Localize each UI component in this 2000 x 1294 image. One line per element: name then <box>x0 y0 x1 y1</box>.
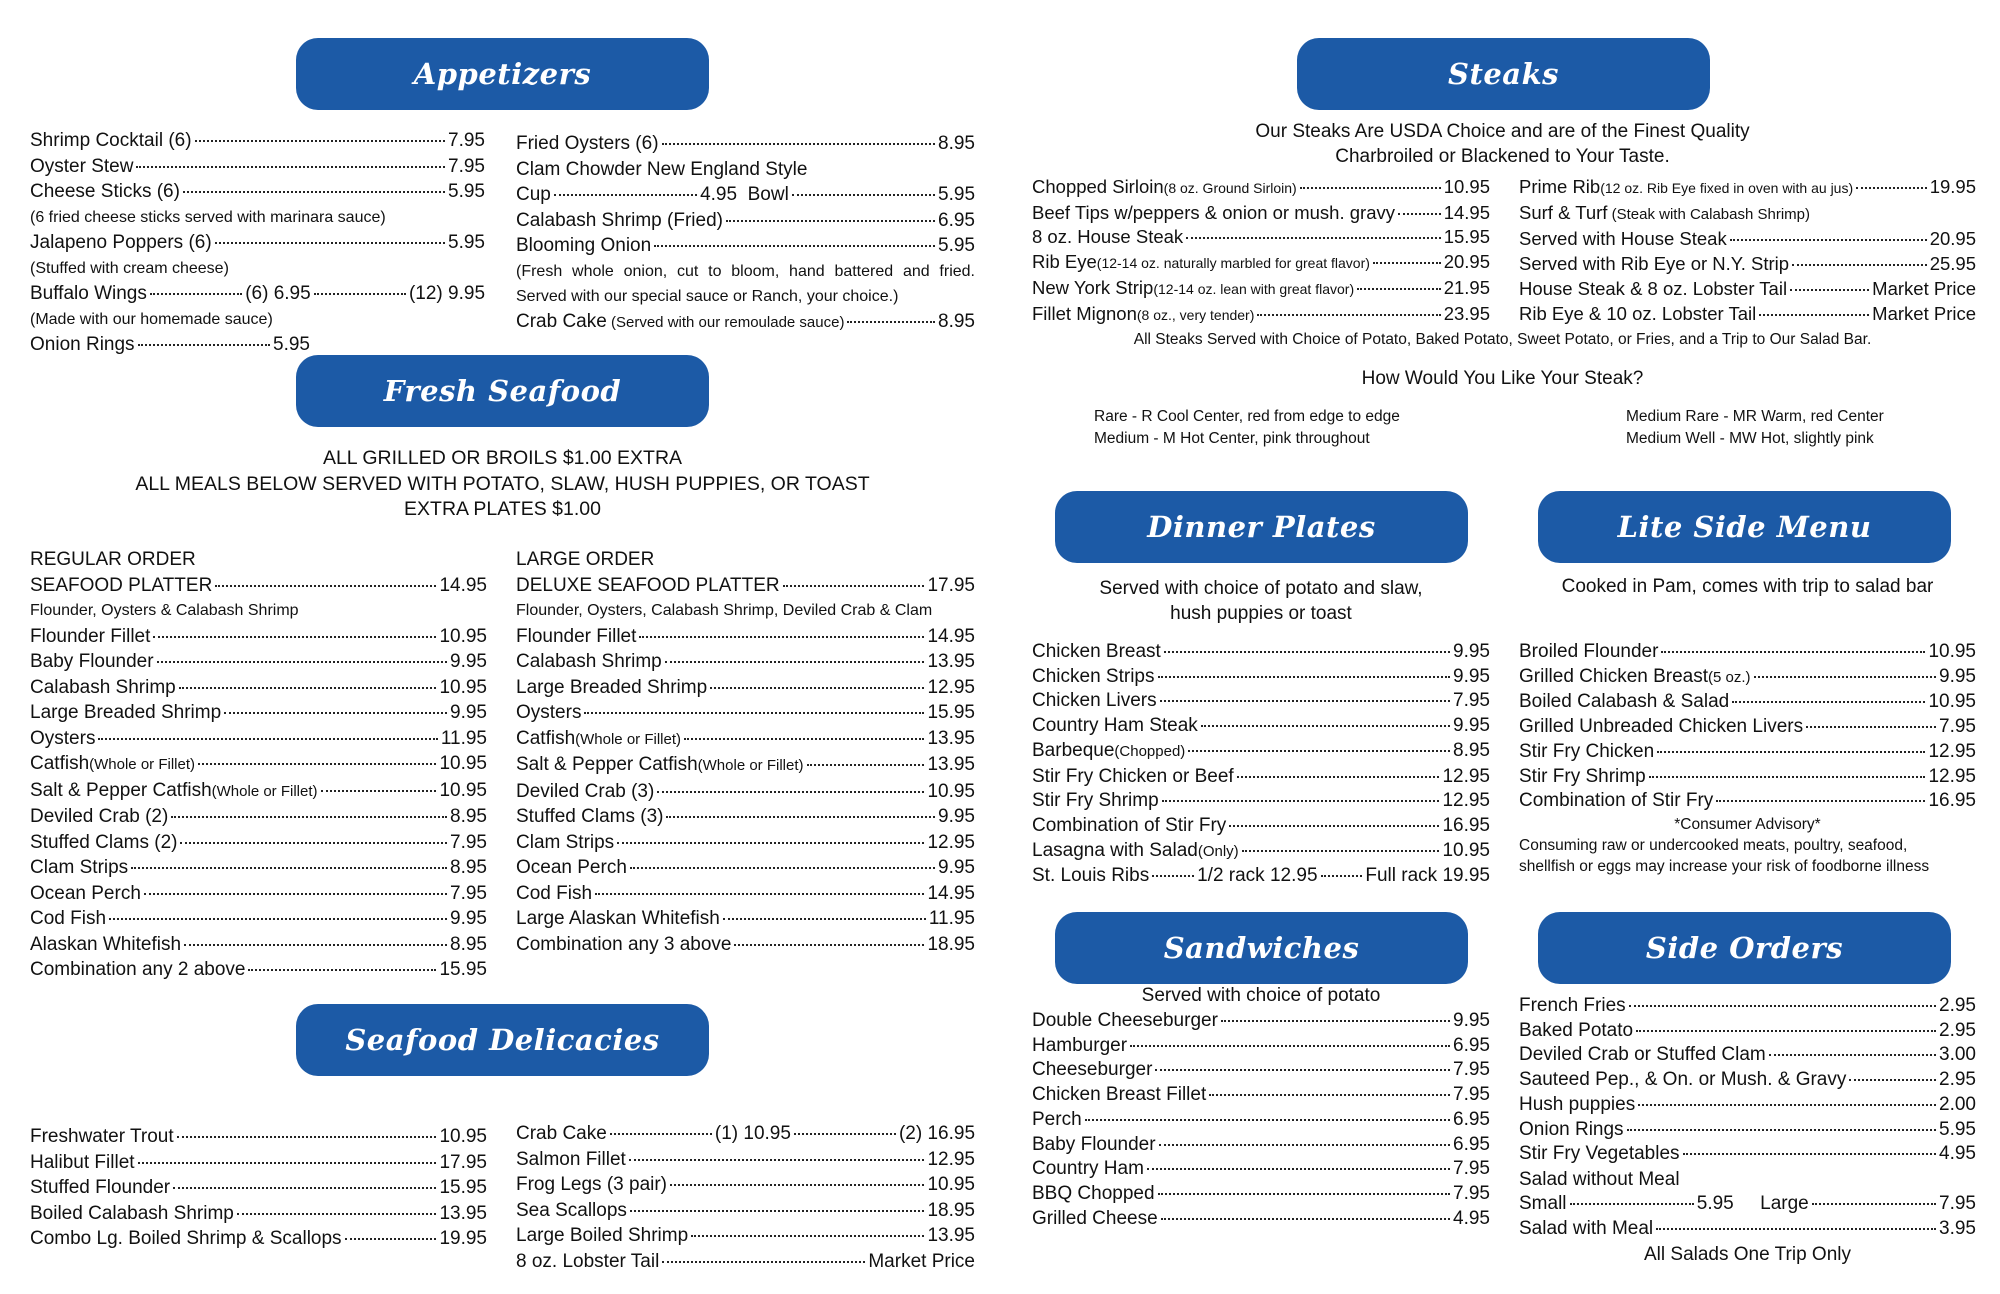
consumer-advisory-text: shellfish or eggs may increase your risk of foodborne illness <box>1519 857 1930 875</box>
menu-item: Fillet Mignon (8 oz., very tender) 23.95 <box>1032 302 1490 324</box>
menu-item: Oyster Stew 7.95 <box>30 155 485 177</box>
steaks-header: Steaks <box>1297 38 1710 110</box>
menu-item: Combination of Stir Fry 16.95 <box>1032 814 1490 836</box>
menu-item: Ocean Perch 7.95 <box>30 882 487 904</box>
menu-item: Onion Rings 5.95 <box>1519 1118 1976 1140</box>
menu-item: Deviled Crab or Stuffed Clam 3.00 <box>1519 1044 1976 1066</box>
menu-item: Deviled Crab (3) 10.95 <box>516 780 975 802</box>
menu-item: Combination any 3 above 18.95 <box>516 933 975 955</box>
steaks-right <box>1519 175 1976 326</box>
menu-item: Chicken Strips 9.95 <box>1032 665 1490 687</box>
item-note: Flounder, Oysters & Calabash Shrimp <box>30 602 299 619</box>
doneness-rare: Rare - R Cool Center, red from edge to edge <box>1094 408 1400 425</box>
menu-item: DELUXE SEAFOOD PLATTER 17.95 <box>516 574 975 596</box>
menu-item: Salt & Pepper Catfish (Whole or Fillet) 10.95 <box>30 779 487 801</box>
menu-item: Beef Tips w/peppers & onion or mush. gravy 14.95 <box>1032 201 1490 223</box>
menu-item: Grilled Cheese 4.95 <box>1032 1207 1490 1229</box>
menu-item: Stuffed Flounder 15.95 <box>30 1177 487 1198</box>
dinner-plates-list <box>1032 640 1490 889</box>
menu-item: Served with House Steak 20.95 <box>1519 228 1976 250</box>
menu-item: Clam Strips 8.95 <box>30 857 487 878</box>
fresh-seafood-header: Fresh Seafood <box>296 355 709 427</box>
menu-item: Large Breaded Shrimp 12.95 <box>516 676 975 698</box>
menu-item: Large Boiled Shrimp 13.95 <box>516 1225 975 1246</box>
menu-item: Flounder Fillet 14.95 <box>516 625 975 647</box>
menu-item: Clam Strips 12.95 <box>516 831 975 853</box>
salad-heading: Salad without Meal <box>1519 1168 1680 1190</box>
salad-footer: All Salads One Trip Only <box>1644 1243 1851 1265</box>
steaks-intro <box>1030 119 1975 169</box>
menu-item: Double Cheeseburger 9.95 <box>1032 1010 1490 1031</box>
menu-item: Large Breaded Shrimp 9.95 <box>30 702 487 723</box>
menu-item: Broiled Flounder 10.95 <box>1519 641 1976 662</box>
menu-item: Baby Flounder 9.95 <box>30 651 487 672</box>
appetizers-right <box>516 131 975 335</box>
menu-item: Grilled Unbreaded Chicken Livers 7.95 <box>1519 716 1976 738</box>
menu-item: Deviled Crab (2) 8.95 <box>30 806 487 827</box>
menu-item: Halibut Fillet 17.95 <box>30 1151 487 1173</box>
menu-item: Stir Fry Shrimp 12.95 <box>1519 765 1976 787</box>
menu-item: Cup 4.95 Bowl 5.95 <box>516 184 976 205</box>
menu-item: Ocean Perch 9.95 <box>516 857 975 878</box>
sandwiches-intro: Served with choice of potato <box>1141 985 1381 1006</box>
menu-item: House Steak & 8 oz. Lobster Tail Market Price <box>1519 277 1976 299</box>
large-order-column <box>516 547 975 957</box>
doneness-title: How Would You Like Your Steak? <box>1361 368 1644 389</box>
doneness-left <box>1094 406 1400 450</box>
intro-line: hush puppies or toast <box>1170 603 1352 624</box>
menu-item: Cod Fish 14.95 <box>516 882 975 904</box>
menu-item: Flounder Fillet 10.95 <box>30 625 487 647</box>
intro-line: Charbroiled or Blackened to Your Taste. <box>1335 146 1670 167</box>
menu-item: Perch 6.95 <box>1032 1108 1490 1130</box>
menu-item: Calabash Shrimp 13.95 <box>516 651 975 672</box>
menu-item: Onion Rings 5.95 <box>30 334 310 355</box>
menu-item: Fried Oysters (6) 8.95 <box>516 133 975 154</box>
column-heading: REGULAR ORDER <box>30 549 196 570</box>
menu-item: 8 oz. House Steak 15.95 <box>1032 226 1490 248</box>
delicacies-right <box>516 1121 975 1274</box>
menu-item: Grilled Chicken Breast (5 oz.) 9.95 <box>1519 665 1976 687</box>
consumer-advisory-text: Consuming raw or undercooked meats, poultry, seafood, <box>1519 836 1908 854</box>
menu-item: Sea Scallops 18.95 <box>516 1199 975 1221</box>
menu-item: Small 5.95 Large 7.95 <box>1519 1193 1976 1215</box>
menu-item: Blooming Onion 5.95 <box>516 235 975 256</box>
menu-item: Calabash Shrimp (Fried) 6.95 <box>516 209 975 231</box>
menu-item: Country Ham 7.95 <box>1032 1158 1490 1180</box>
appetizers-header: Appetizers <box>296 38 709 110</box>
menu-item: Stir Fry Vegetables 4.95 <box>1519 1143 1976 1165</box>
menu-item: Baked Potato 2.95 <box>1519 1019 1976 1041</box>
menu-item: Baby Flounder 6.95 <box>1032 1133 1490 1155</box>
menu-item: Buffalo Wings (6) 6.95 (12) 9.95 <box>30 283 486 304</box>
menu-item: Stir Fry Shrimp 12.95 <box>1032 790 1490 812</box>
menu-item: New York Strip (12-14 oz. lean with great flavor) 21.95 <box>1032 276 1490 298</box>
menu-item: Crab Cake (Served with our remoulade sauce) 8.95 <box>516 310 975 332</box>
menu-item: Stir Fry Chicken or Beef 12.95 <box>1032 765 1490 787</box>
menu-item: Sauteed Pep., & On. or Mush. & Gravy 2.95 <box>1519 1069 1976 1091</box>
steaks-footer: All Steaks Served with Choice of Potato, Baked Potato, Sweet Potato, or Fries, and a Trip to Our Salad Bar. <box>1133 331 1872 348</box>
menu-item: Large Alaskan Whitefish 11.95 <box>516 908 975 929</box>
fresh-seafood-intro <box>30 446 975 523</box>
item-note: (Stuffed with cream cheese) <box>30 259 229 277</box>
menu-item: Served with Rib Eye or N.Y. Strip 25.95 <box>1519 253 1976 275</box>
menu-item: Chopped Sirloin (8 oz. Ground Sirloin) 10.95 <box>1032 176 1490 197</box>
menu-item: Surf & Turf (Steak with Calabash Shrimp) <box>1519 201 1811 223</box>
menu-item: French Fries 2.95 <box>1519 995 1976 1016</box>
menu-item: Frog Legs (3 pair) 10.95 <box>516 1174 975 1195</box>
menu-item: BBQ Chopped 7.95 <box>1032 1182 1490 1204</box>
menu-item: St. Louis Ribs 1/2 rack 12.95 Full rack 19.95 <box>1032 865 1490 887</box>
consumer-advisory-title: *Consumer Advisory* <box>1674 815 1821 833</box>
side-orders-list <box>1519 994 1976 1267</box>
menu-item: Chicken Breast 9.95 <box>1032 641 1490 662</box>
menu-item: Lasagna with Salad (Only) 10.95 <box>1032 839 1490 861</box>
menu-item: Oysters 15.95 <box>516 702 975 723</box>
menu-item: Shrimp Cocktail (6) 7.95 <box>30 130 485 151</box>
menu-item: SEAFOOD PLATTER 14.95 <box>30 574 487 596</box>
intro-line: Our Steaks Are USDA Choice and are of the Finest Quality <box>1255 121 1750 142</box>
menu-item: Stir Fry Chicken 12.95 <box>1519 740 1976 762</box>
intro-line: ALL GRILLED OR BROILS $1.00 EXTRA <box>322 447 683 469</box>
lite-side-intro: Cooked in Pam, comes with trip to salad bar <box>1561 576 1934 597</box>
menu-item: Oysters 11.95 <box>30 727 487 749</box>
delicacies-left <box>30 1124 487 1252</box>
doneness-medium-rare: Medium Rare - MR Warm, red Center <box>1626 408 1884 425</box>
item-note: (Made with our homemade sauce) <box>30 310 273 328</box>
menu-item: Boiled Calabash Shrimp 13.95 <box>30 1202 487 1224</box>
menu-item: Boiled Calabash & Salad 10.95 <box>1519 691 1976 713</box>
menu-item: Freshwater Trout 10.95 <box>30 1126 487 1147</box>
sandwiches-list <box>1032 1009 1490 1231</box>
menu-item: Barbeque (Chopped) 8.95 <box>1032 739 1490 761</box>
menu-item: 8 oz. Lobster Tail Market Price <box>516 1250 975 1272</box>
intro-line: ALL MEALS BELOW SERVED WITH POTATO, SLAW, HUSH PUPPIES, OR TOAST <box>135 472 870 495</box>
menu-item: Prime Rib (12 oz. Rib Eye fixed in oven with au jus) 19.95 <box>1519 176 1976 197</box>
menu-item: Clam Chowder New England Style <box>516 158 808 180</box>
side-orders-header: Side Orders <box>1538 912 1951 984</box>
menu-item: Alaskan Whitefish 8.95 <box>30 933 487 955</box>
menu-item: Cheese Sticks (6) 5.95 <box>30 181 485 202</box>
menu-item: Cheeseburger 7.95 <box>1032 1059 1490 1081</box>
menu-item: Salt & Pepper Catfish (Whole or Fillet) 13.95 <box>516 754 975 775</box>
menu-item: Rib Eye & 10 oz. Lobster Tail Market Price <box>1519 302 1976 324</box>
item-note: (Fresh whole onion, cut to bloom, hand battered and fried. Served with our special sauce or Ranch, your choice.) <box>516 262 975 305</box>
menu-item: Crab Cake (1) 10.95 (2) 16.95 <box>516 1123 976 1144</box>
menu-item: Catfish (Whole or Fillet) 10.95 <box>30 753 487 774</box>
regular-order-column <box>30 547 487 983</box>
seafood-delicacies-header: Seafood Delicacies <box>296 1004 709 1076</box>
intro-line: EXTRA PLATES $1.00 <box>404 498 601 520</box>
lite-side-list <box>1519 640 1976 877</box>
menu-item: Combination of Stir Fry 16.95 <box>1519 790 1976 812</box>
dinner-plates-intro <box>1032 576 1490 626</box>
doneness-medium: Medium - M Hot Center, pink throughout <box>1094 430 1370 447</box>
menu-item: Cod Fish 9.95 <box>30 908 487 929</box>
menu-item: Salmon Fillet 12.95 <box>516 1148 975 1170</box>
menu-item: Country Ham Steak 9.95 <box>1032 715 1490 737</box>
menu-item: Stuffed Clams (2) 7.95 <box>30 831 487 853</box>
menu-item: Calabash Shrimp 10.95 <box>30 676 487 698</box>
column-heading: LARGE ORDER <box>516 549 655 570</box>
dinner-plates-header: Dinner Plates <box>1055 491 1468 563</box>
menu-item: Chicken Breast Fillet 7.95 <box>1032 1084 1490 1106</box>
lite-side-header: Lite Side Menu <box>1538 491 1951 563</box>
menu-item: Salad with Meal 3.95 <box>1519 1218 1976 1240</box>
item-note: (6 fried cheese sticks served with marinara sauce) <box>30 208 386 226</box>
doneness-right <box>1626 406 1884 450</box>
menu-item: Jalapeno Poppers (6) 5.95 <box>30 232 485 253</box>
item-note: Flounder, Oysters, Calabash Shrimp, Deviled Crab & Clam <box>516 602 933 619</box>
menu-item: Combination any 2 above 15.95 <box>30 959 487 980</box>
sandwiches-header: Sandwiches <box>1055 912 1468 984</box>
intro-line: Served with choice of potato and slaw, <box>1099 578 1423 599</box>
menu-item: Hush puppies 2.00 <box>1519 1093 1976 1115</box>
steaks-left <box>1032 175 1490 327</box>
menu-item: Hamburger 6.95 <box>1032 1034 1490 1056</box>
menu-item: Chicken Livers 7.95 <box>1032 690 1490 712</box>
menu-item: Rib Eye (12-14 oz. naturally marbled for great flavor) 20.95 <box>1032 251 1490 273</box>
menu-item: Catfish (Whole or Fillet) 13.95 <box>516 727 975 749</box>
menu-item: Combo Lg. Boiled Shrimp & Scallops 19.95 <box>30 1228 487 1249</box>
doneness-medium-well: Medium Well - MW Hot, slightly pink <box>1626 430 1874 447</box>
menu-item: Stuffed Clams (3) 9.95 <box>516 806 975 827</box>
appetizers-left <box>30 128 485 358</box>
